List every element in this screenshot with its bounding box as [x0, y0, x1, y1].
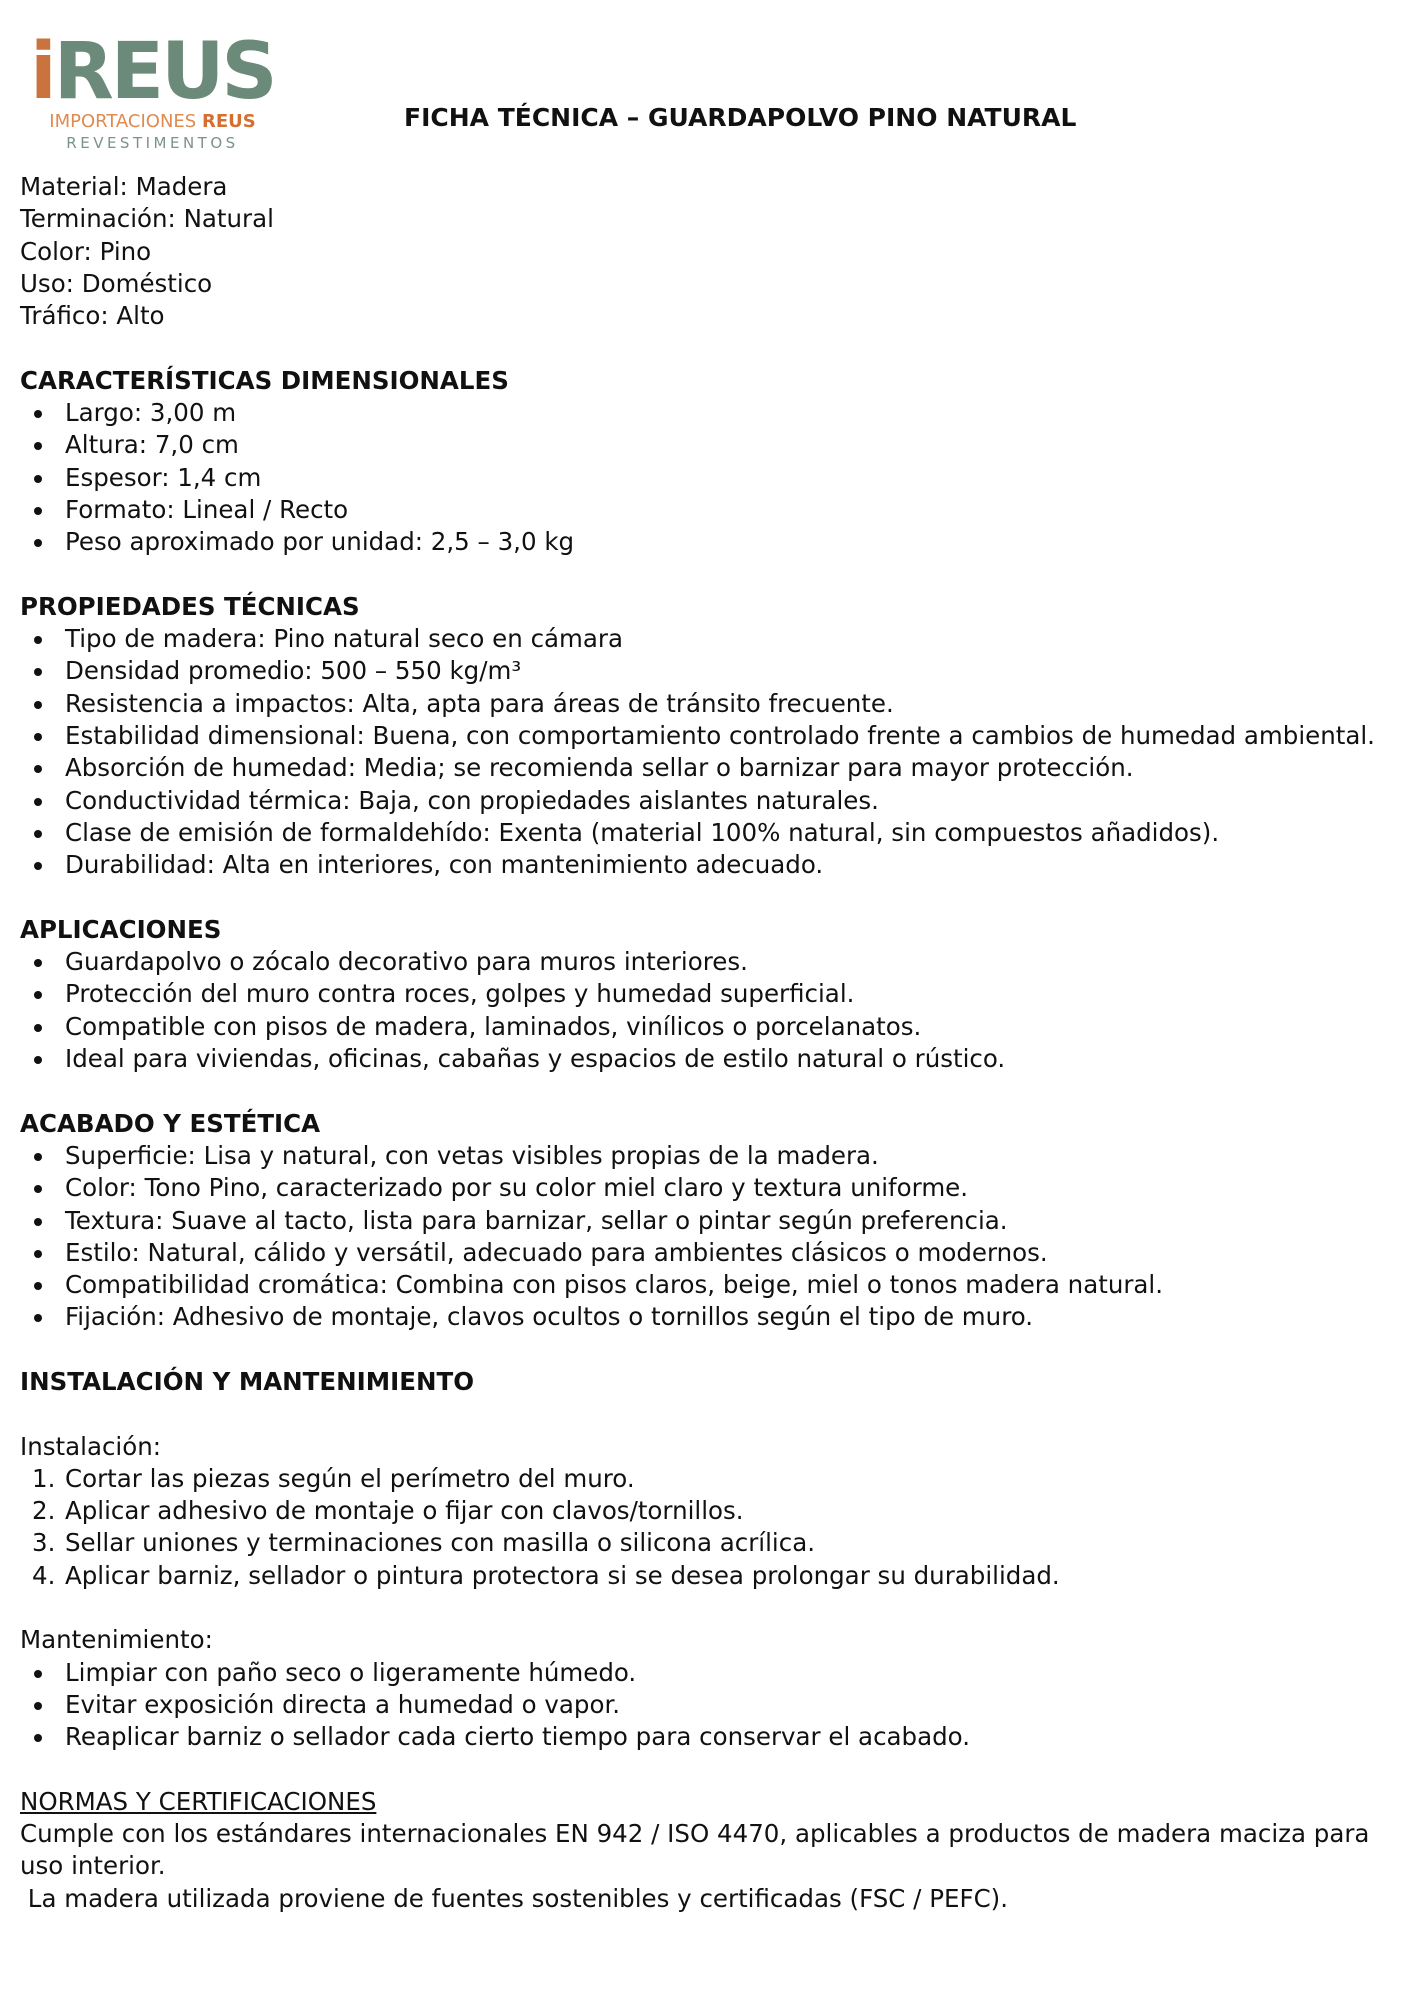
list-item: Absorción de humedad: Media; se recomienda sellar o barnizar para mayor protección. [20, 752, 1400, 784]
step-number: 2. [32, 1496, 56, 1526]
list-item: Estabilidad dimensional: Buena, con comportamiento controlado frente a cambios de humedad ambiental. [20, 720, 1400, 752]
list-item: Ideal para viviendas, oficinas, cabañas y espacios de estilo natural o rústico. [20, 1043, 1400, 1075]
technical-list [20, 623, 1400, 881]
document-title: FICHA TÉCNICA – GUARDAPOLVO PINO NATURAL [404, 103, 1077, 132]
step-item [20, 1495, 1400, 1527]
list-item: Clase de emisión de formaldehído: Exenta (material 100% natural, sin compuestos añadidos). [20, 817, 1400, 849]
step-text: Sellar uniones y terminaciones con masilla o silicona acrílica. [65, 1528, 816, 1558]
step-item [20, 1560, 1400, 1592]
list-item: Formato: Lineal / Recto [20, 494, 1400, 526]
general-finish: Terminación: Natural [20, 204, 274, 234]
general-traffic: Tráfico: Alto [20, 301, 165, 331]
norms-paragraph: Cumple con los estándares internacionales EN 942 / ISO 4470, aplicables a productos de madera maciza para uso interior. [20, 1819, 1370, 1881]
section-heading-technical: PROPIEDADES TÉCNICAS [20, 591, 360, 621]
section-heading-installation: INSTALACIÓN Y MANTENIMIENTO [20, 1366, 475, 1396]
logo-letters-reus: REUS [53, 27, 275, 117]
section-heading-dimensional: CARACTERÍSTICAS DIMENSIONALES [20, 365, 509, 395]
list-item: Limpiar con paño seco o ligeramente húmedo. [20, 1657, 1400, 1689]
list-item: Fijación: Adhesivo de montaje, clavos ocultos o tornillos según el tipo de muro. [20, 1301, 1400, 1333]
list-item: Peso aproximado por unidad: 2,5 – 3,0 kg [20, 526, 1400, 558]
section-heading-finish: ACABADO Y ESTÉTICA [20, 1108, 321, 1138]
section-heading-applications: APLICACIONES [20, 914, 222, 944]
list-item: Compatible con pisos de madera, laminados, vinílicos o porcelanatos. [20, 1011, 1400, 1043]
norms-source-text: La madera utilizada proviene de fuentes sostenibles y certificadas (FSC / PEFC). [27, 1883, 1009, 1913]
list-item: Conductividad térmica: Baja, con propiedades aislantes naturales. [20, 785, 1400, 817]
list-item: Largo: 3,00 m [20, 397, 1400, 429]
step-number: 4. [32, 1560, 56, 1590]
logo-subtitle-brand: REUS [201, 111, 256, 132]
list-item: Color: Tono Pino, caracterizado por su color miel claro y textura uniforme. [20, 1172, 1400, 1204]
general-material: Material: Madera [20, 172, 228, 201]
step-number: 1. [32, 1463, 56, 1493]
list-item: Guardapolvo o zócalo decorativo para muros interiores. [20, 946, 1400, 978]
section-heading-norms: NORMAS Y CERTIFICACIONES [20, 1786, 377, 1816]
list-item: Textura: Suave al tacto, lista para barnizar, sellar o pintar según preferencia. [20, 1205, 1400, 1237]
norms-source [20, 1883, 1400, 1915]
logo-subtitle-prefix: IMPORTACIONES [49, 111, 197, 132]
list-item: Protección del muro contra roces, golpes y humedad superficial. [20, 978, 1400, 1010]
general-color: Color: Pino [20, 236, 152, 266]
list-item: Durabilidad: Alta en interiores, con mantenimiento adecuado. [20, 849, 1400, 881]
step-text: Aplicar barniz, sellador o pintura protectora si se desea prolongar su durabilidad. [65, 1560, 1060, 1590]
list-item: Densidad promedio: 500 – 550 kg/m³ [20, 655, 1400, 687]
applications-list [20, 946, 1400, 1075]
company-logo [30, 27, 275, 154]
step-text: Cortar las piezas según el perímetro del muro. [65, 1463, 635, 1493]
list-item: Compatibilidad cromática: Combina con pisos claros, beige, miel o tonos madera natural. [20, 1269, 1400, 1301]
maintenance-list [20, 1657, 1400, 1754]
list-item: Resistencia a impactos: Alta, apta para áreas de tránsito frecuente. [20, 688, 1400, 720]
list-item: Evitar exposición directa a humedad o vapor. [20, 1689, 1400, 1721]
installation-steps [20, 1463, 1400, 1592]
logo-subtitle [30, 111, 275, 133]
list-item: Estilo: Natural, cálido y versátil, adecuado para ambientes clásicos o modernos. [20, 1237, 1400, 1269]
general-use: Uso: Doméstico [20, 268, 213, 298]
document-body [20, 171, 1400, 1915]
finish-list [20, 1140, 1400, 1334]
installation-label: Instalación: [20, 1431, 162, 1461]
list-item: Reaplicar barniz o sellador cada cierto tiempo para conservar el acabado. [20, 1721, 1400, 1753]
step-item [20, 1463, 1400, 1495]
list-item: Espesor: 1,4 cm [20, 462, 1400, 494]
list-item: Tipo de madera: Pino natural seco en cámara [20, 623, 1400, 655]
list-item: Superficie: Lisa y natural, con vetas visibles propias de la madera. [20, 1140, 1400, 1172]
step-text: Aplicar adhesivo de montaje o fijar con clavos/tornillos. [65, 1496, 744, 1526]
logo-letter-i: i [30, 27, 54, 117]
dimensional-list [20, 397, 1400, 558]
logo-wordmark [30, 27, 275, 117]
maintenance-label: Mantenimiento: [20, 1625, 213, 1655]
list-item: Altura: 7,0 cm [20, 429, 1400, 461]
logo-tagline: REVESTIMENTOS [66, 134, 239, 152]
step-item [20, 1527, 1400, 1559]
step-number: 3. [32, 1528, 56, 1558]
